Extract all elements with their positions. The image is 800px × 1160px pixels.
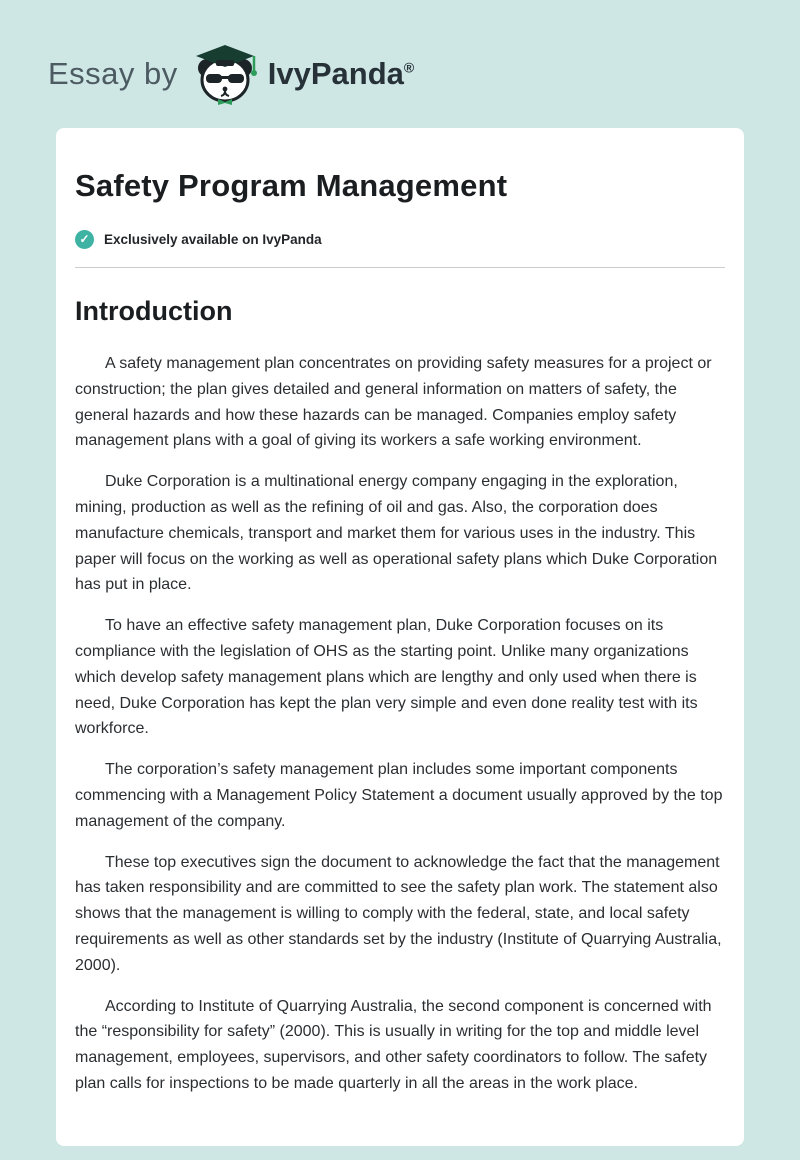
paragraph: The corporation’s safety management plan includes some important components commencing with a Management Policy Statement a document usually approved by the top management of the company.	[75, 761, 723, 830]
ivypanda-logo-icon	[192, 43, 258, 105]
availability-badge	[75, 230, 725, 249]
check-icon: ✓	[75, 230, 94, 249]
registered-mark: ®	[403, 59, 415, 76]
section-heading-introduction: Introduction	[75, 296, 233, 326]
divider	[75, 267, 725, 268]
brand-text: IvyPanda	[267, 56, 404, 91]
essay-body	[75, 351, 725, 1097]
brand-name	[268, 56, 414, 92]
essay-by-label: Essay by	[48, 56, 178, 91]
site-header	[0, 0, 800, 108]
paragraph: According to Institute of Quarrying Australia, the second component is concerned with the “responsibility for safety” (2000). This is usually in writing for the top and middle level management, employees, supervisors, and other safety coordinators to follow. The safety plan calls for inspections to be made quarterly in all the areas in the work place.	[75, 997, 712, 1092]
page-title: Safety Program Management	[75, 168, 508, 203]
essay-card	[56, 128, 744, 1146]
paragraph: Duke Corporation is a multinational energy company engaging in the exploration, mining, production as well as the refining of oil and gas. Also, the corporation does manufacture chemicals, transport and market them for various uses in the industry. This paper will focus on the working as well as operational safety plans which Duke Corporation has put in place.	[75, 473, 718, 594]
brand-lockup	[192, 43, 414, 105]
paragraph: A safety management plan concentrates on providing safety measures for a project or construction; the plan gives detailed and general information on matters of safety, the general hazards and how these hazards can be managed. Companies employ safety management plans with a goal of giving its workers a safe working environment.	[75, 355, 712, 450]
paragraph: To have an effective safety management plan, Duke Corporation focuses on its compliance with the legislation of OHS as the starting point. Unlike many organizations which develop safety management plans which are lengthy and only used when there is need, Duke Corporation has kept the plan very simple and even done reality test with its workforce.	[75, 617, 698, 738]
badge-label: Exclusively available on IvyPanda	[104, 232, 322, 247]
paragraph: These top executives sign the document to acknowledge the fact that the management has taken responsibility and are committed to see the safety plan work. The statement also shows that the management is willing to comply with the federal, state, and local safety requirements as well as other standards set by the industry (Institute of Quarrying Australia, 2000).	[75, 853, 722, 974]
